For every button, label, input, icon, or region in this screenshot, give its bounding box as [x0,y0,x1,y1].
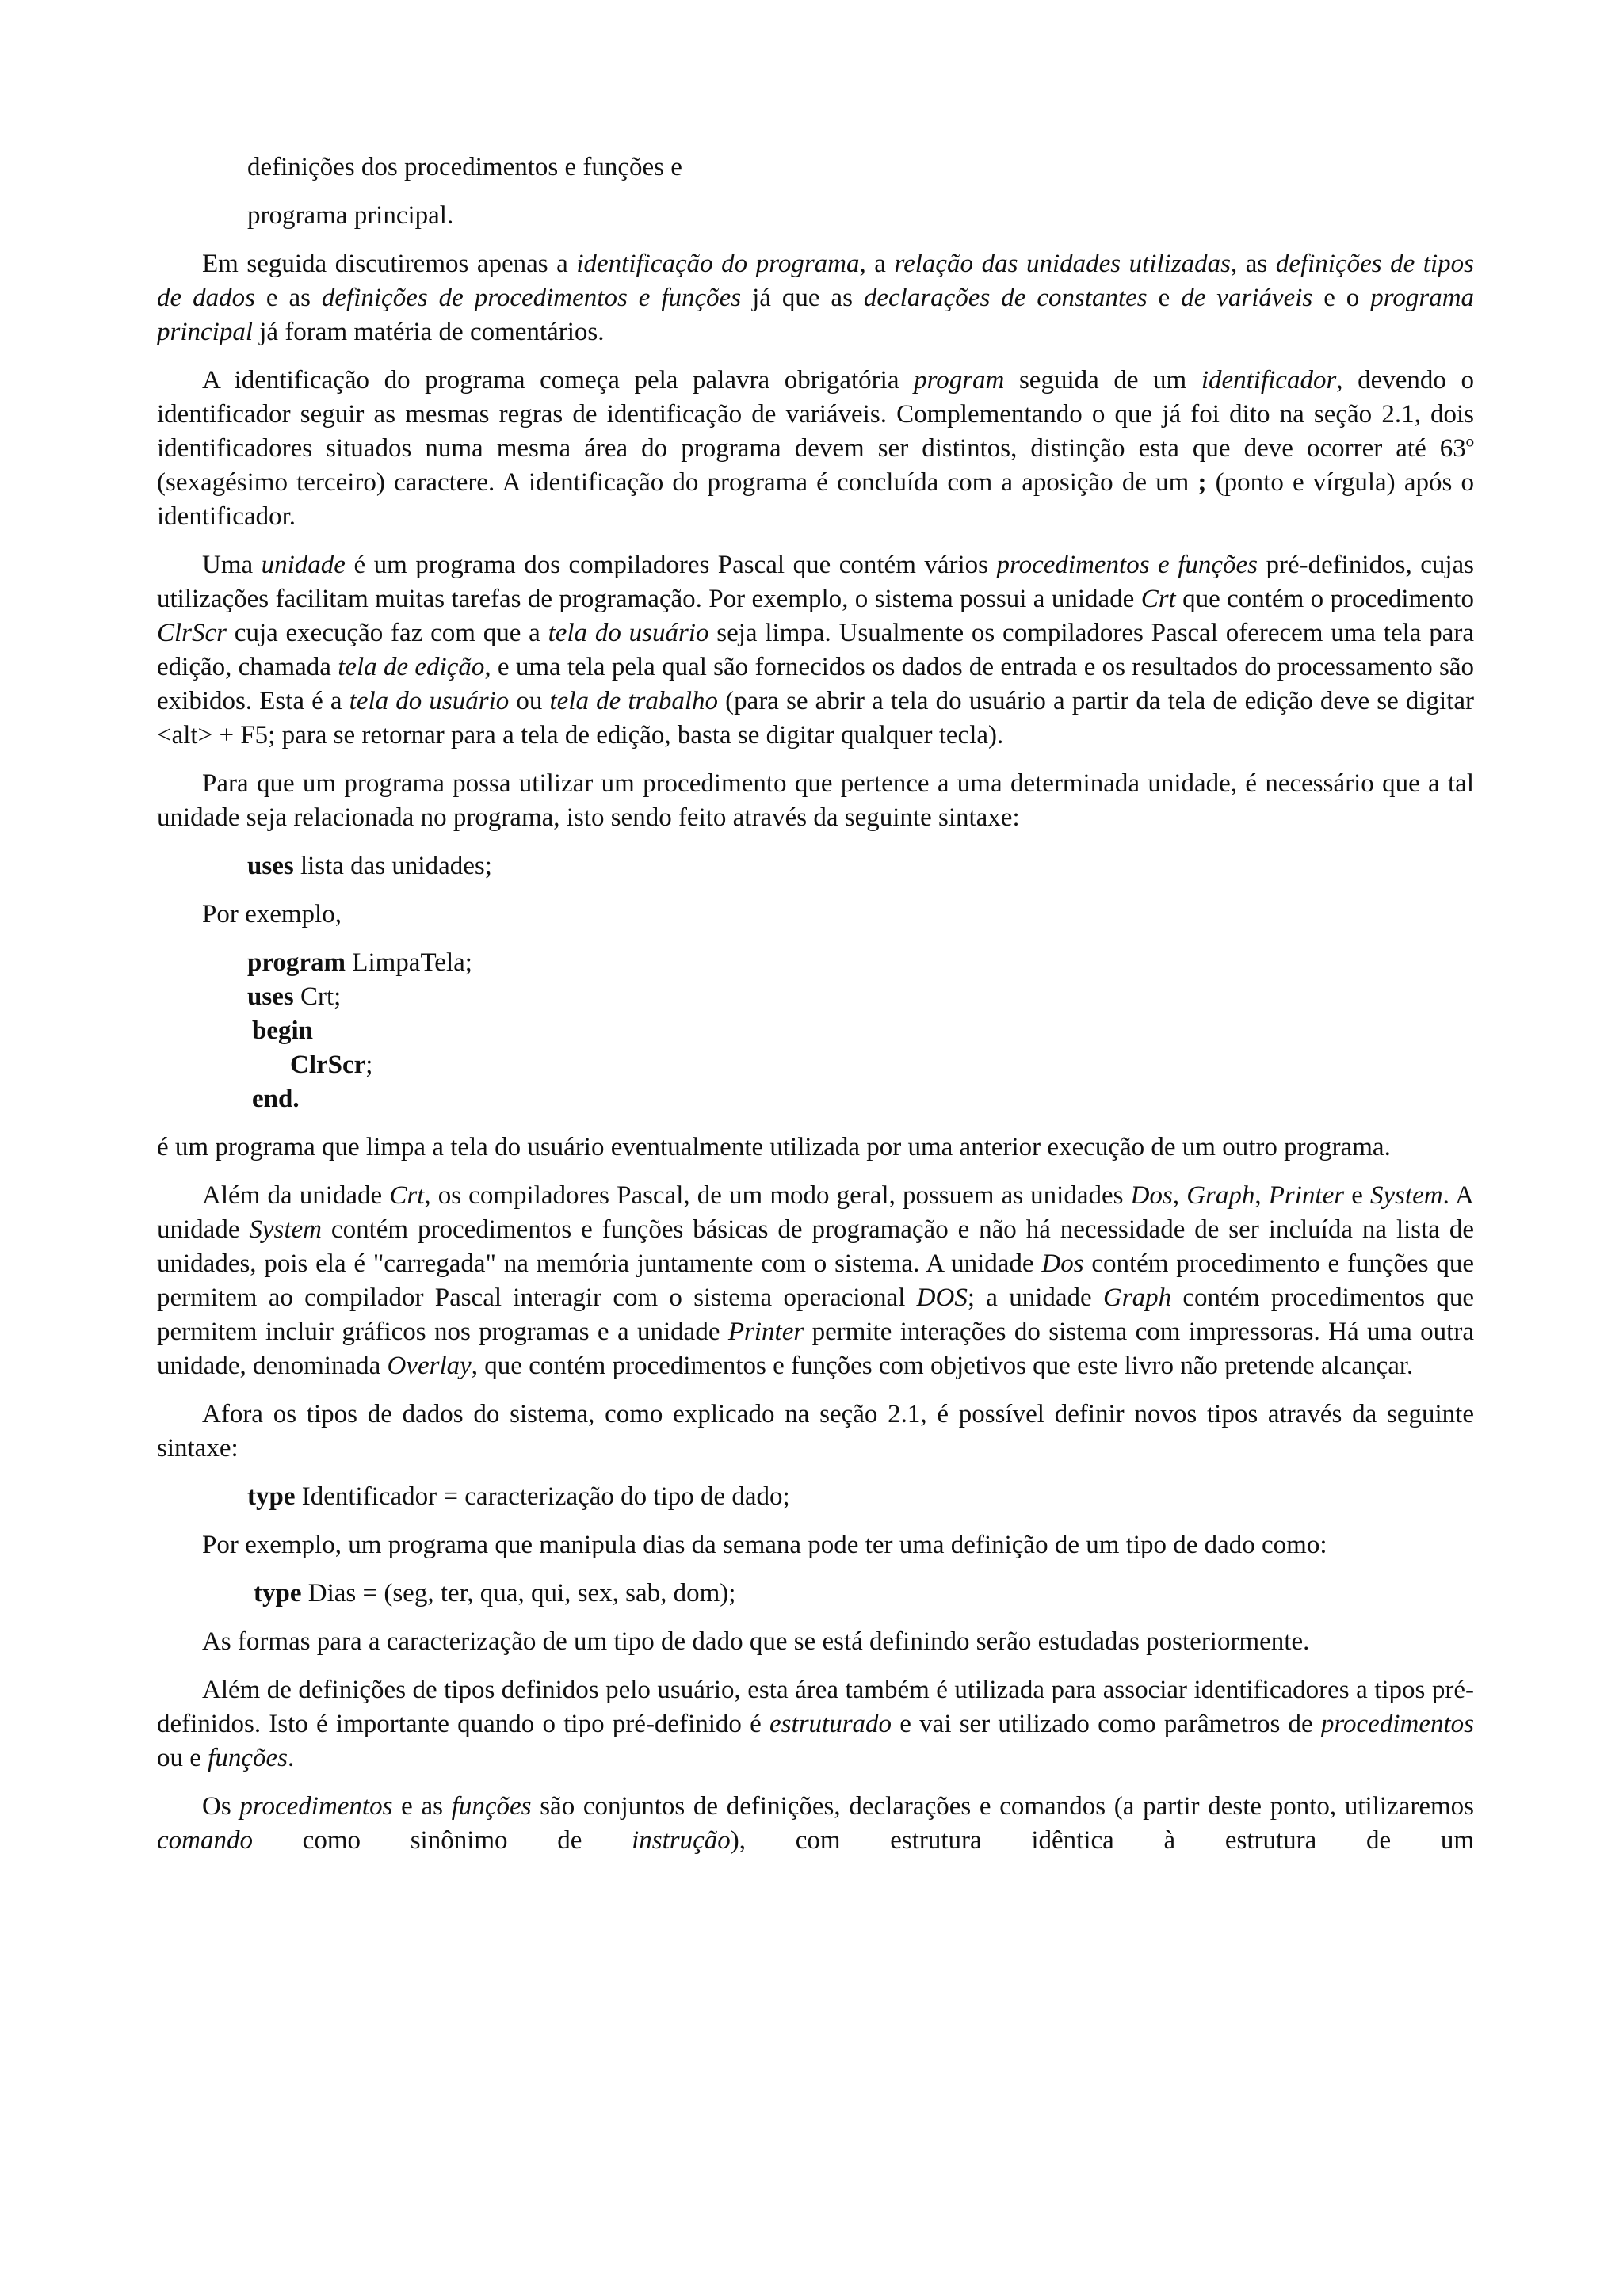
paragraph-program-identification: A identificação do programa começa pela palavra obrigatória program seguida de um identificador, devendo o identificador seguir as mesmas regras de identificação de variáveis. Complementando o que já foi dito na seção 2.1, dois identificadores situados numa mesma área do programa devem ser distintos, distinção esta que deve ocorrer até 63º (sexagésimo terceiro) caractere. A identificação do programa é concluída com a aposição de um ; (ponto e vírgula) após o identificador. [157,366,1474,531]
paragraph-procedures-functions: Os procedimentos e as funções são conjuntos de definições, declarações e comandos (a partir deste ponto, utilizaremos comando como sinônimo de instrução), com estrutura idêntica à estrutura de um [157,1792,1475,1855]
paragraph-type-intro: Afora os tipos de dados do sistema, como explicado na seção 2.1, é possível definir novos tipos através da seguinte sintaxe: [157,1400,1474,1463]
type-syntax: type Identificador = caracterização do tipo de dado; [247,1482,790,1511]
uses-syntax: uses lista das unidades; [247,852,492,880]
paragraph-example-explanation: é um programa que limpa a tela do usuário eventualmente utilizada por uma anterior execução de um outro programa. [157,1133,1391,1161]
code-line-end: end. [252,1085,300,1113]
paragraph-type-example-intro: Por exemplo, um programa que manipula dias da semana pode ter uma definição de um tipo de dado como: [202,1531,1327,1559]
paragraph-type-forms: As formas para a caracterização de um tipo de dado que se está definindo serão estudadas posteriormente. [202,1627,1310,1656]
document-page [157,151,1474,1872]
code-line-uses: uses Crt; [247,982,342,1011]
paragraph-discussion: Em seguida discutiremos apenas a identificação do programa, a relação das unidades utilizadas, as definições de tipos de dados e as definições de procedimentos e funções já que as declarações de constantes e de variáveis e o programa principal já foram matéria de comentários. [157,250,1475,346]
type-example: type Dias = (seg, ter, qua, qui, sex, sab, dom); [254,1579,736,1608]
paragraph-type-association: Além de definições de tipos definidos pelo usuário, esta área também é utilizada para associar identificadores a tipos pré-definidos. Isto é importante quando o tipo pré-definido é estruturado e vai ser utilizado como parâmetros de procedimentos ou e funções. [157,1676,1474,1772]
code-example [157,946,1474,1116]
paragraph-units: Uma unidade é um programa dos compiladores Pascal que contém vários procedimentos e funções pré-definidos, cujas utilizações facilitam muitas tarefas de programação. Por exemplo, o sistema possui a unidade Crt que contém o procedimento ClrScr cuja execução faz com que a tela do usuário seja limpa. Usualmente os compiladores Pascal oferecem uma tela para edição, chamada tela de edição, e uma tela pela qual são fornecidos os dados de entrada e os resultados do processamento são exibidos. Esta é a tela do usuário ou tela de trabalho (para se abrir a tela do usuário a partir da tela de edição deve se digitar <alt> + F5; para se retornar para a tela de edição, basta se digitar qualquer tecla). [157,551,1475,749]
paragraph-other-units: Além da unidade Crt, os compiladores Pascal, de um modo geral, possuem as unidades Dos, Graph, Printer e System. A unidade System contém procedimentos e funções básicas de programação e não há necessidade de ser incluída na lista de unidades, pois ela é "carregada" na memória juntamente com o sistema. A unidade Dos contém procedimento e funções que permitem ao compilador Pascal interagir com o sistema operacional DOS; a unidade Graph contém procedimentos que permitem incluir gráficos nos programas e a unidade Printer permite interações do sistema com impressoras. Há uma outra unidade, denominada Overlay, que contém procedimentos e funções com objetivos que este livro não pretende alcançar. [157,1181,1475,1380]
list-item-procedures: definições dos procedimentos e funções e [247,153,682,181]
code-line-clrscr: ClrScr; [290,1051,373,1079]
example-intro: Por exemplo, [202,900,342,929]
code-line-begin: begin [252,1016,314,1045]
code-line-program: program LimpaTela; [247,948,472,977]
paragraph-uses-intro: Para que um programa possa utilizar um procedimento que pertence a uma determinada unidade, é necessário que a tal unidade seja relacionada no programa, isto sendo feito através da seguinte sintaxe: [157,769,1474,832]
list-item-main-program: programa principal. [247,201,454,230]
